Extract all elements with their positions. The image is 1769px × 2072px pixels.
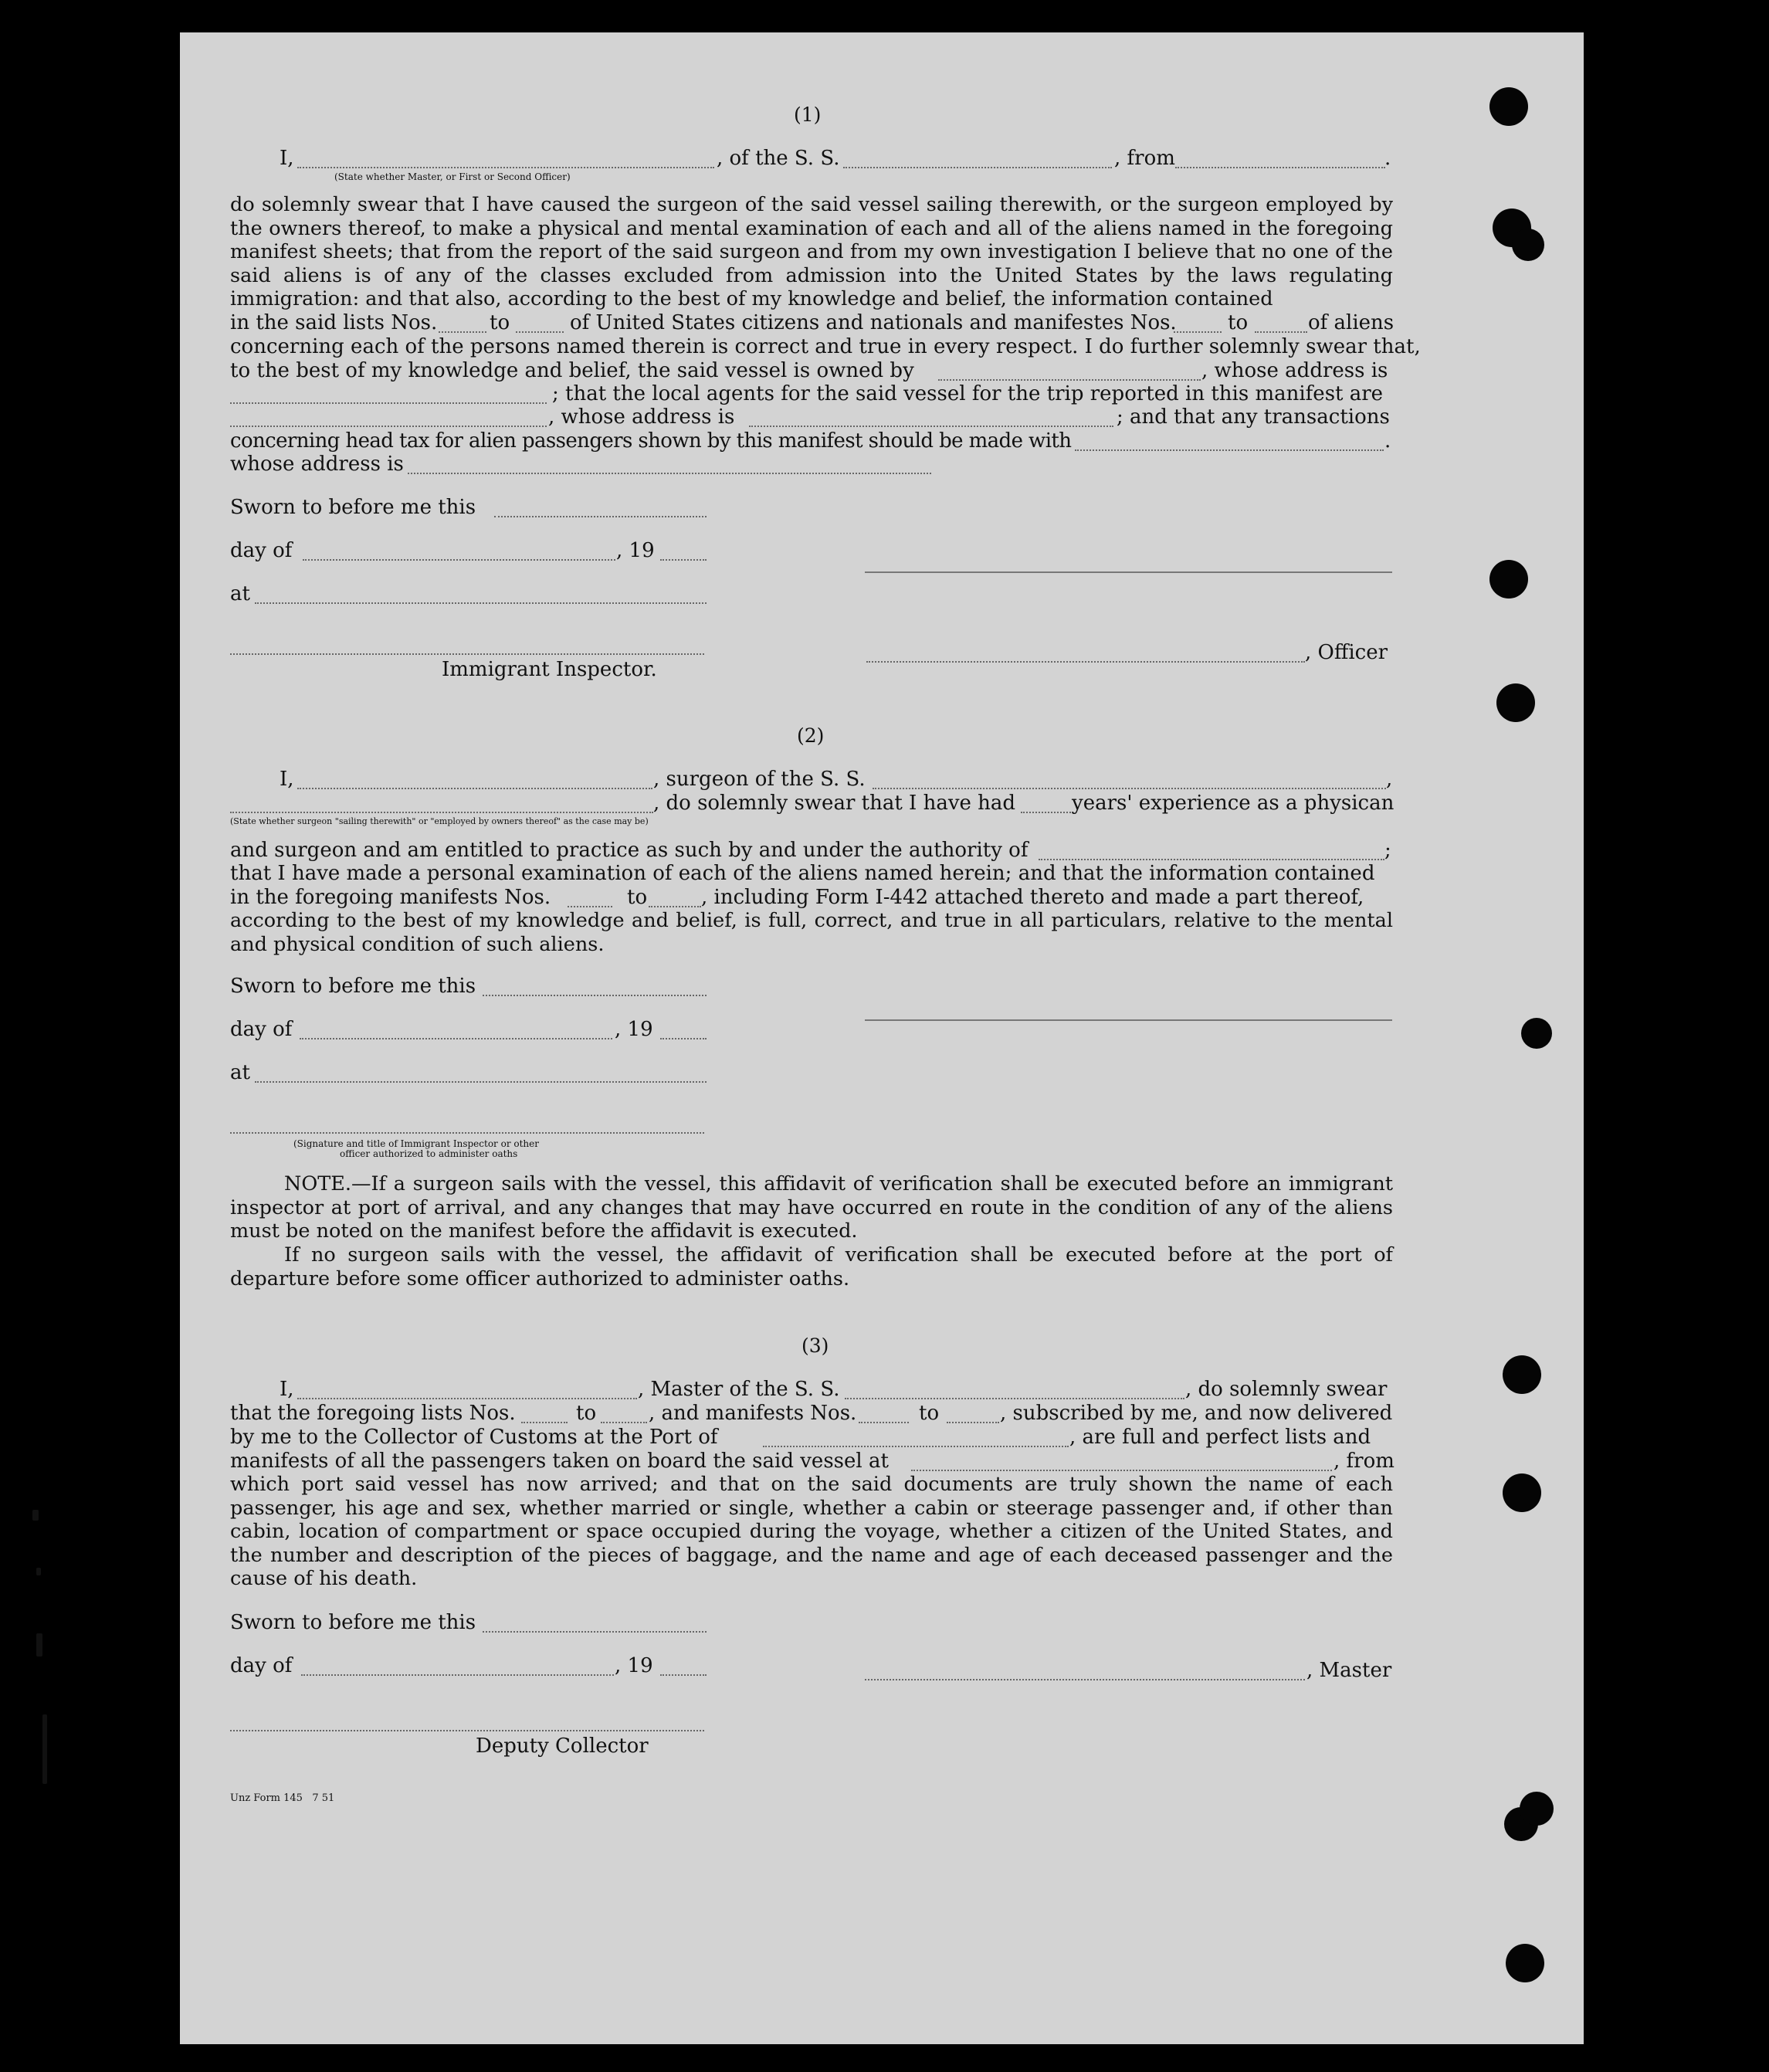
s1-agents: ; that the local agents for the said vessel for the trip reported in this manifest are	[552, 382, 1384, 405]
s2-surgeon-name-field[interactable]	[297, 788, 652, 789]
s2-sig-caption-2: officer authorized to administer oaths	[340, 1148, 518, 1159]
s1-sworn: Sworn to before me this	[230, 496, 476, 519]
s1-addr-b: ; and that any transactions	[1117, 405, 1390, 429]
s3-l3-a: by me to the Collector of Customs at the Port of	[230, 1426, 718, 1449]
s2-caption: (State whether surgeon "sailing therewith" or "employed by owners thereof" as the case may be)	[230, 816, 649, 826]
s1-headtax-end: .	[1384, 429, 1391, 453]
s2-manifests-a: in the foregoing manifests Nos.	[230, 886, 551, 909]
s2-month-field[interactable]	[300, 1038, 612, 1039]
punch-hole	[1521, 1018, 1552, 1049]
s2-manifests-c: , including Form I-442 attached thereto and made a part thereof,	[701, 886, 1364, 909]
s1-ship-name-field[interactable]	[843, 167, 1112, 168]
s3-body: which port said vessel has now arrived; and that on the said documents are truly shown the name of each passenger, his age and sex, whether married or single, whether a cabin or steerage passenger and, if other than cabin, location of compartment or space occupied during the voyage, whether a citizen of the United States, and the number and description of the pieces of baggage, and the name and age of each deceased passenger and the cause of his death.	[230, 1473, 1393, 1591]
s3-ship-name-field[interactable]	[845, 1398, 1184, 1399]
s2-authority-field[interactable]	[1039, 859, 1384, 860]
s1-at: at	[230, 582, 250, 605]
s1-manifests-to-field[interactable]	[1255, 331, 1307, 333]
punch-hole	[1503, 1473, 1541, 1512]
s1-line-end: .	[1384, 147, 1391, 170]
s3-master-signature-line[interactable]	[865, 1679, 1305, 1680]
punch-hole	[1503, 1355, 1541, 1394]
s2-exam: that I have made a personal examination of each of the aliens named herein; and that the information contained	[230, 862, 1375, 885]
s1-body-1: do solemnly swear that I have caused the surgeon of the said vessel sailing therewith, or the surgeon employed by the owners thereof, to make a physical and mental examination of each and all of the aliens named in the foregoing manifest sheets; that from the report of the said surgeon and from my own investigation I believe that no one of the said aliens is of any of the classes excluded from admission into the United States by the laws regulating immigration: and that also, according to the best of my knowledge and belief, the information contained	[230, 193, 1393, 311]
s2-note-2: If no surgeon sails with the vessel, the affidavit of verification shall be executed before at the port of departure before some officer authorized to administer oaths.	[230, 1243, 1393, 1290]
s2-sig-caption-1: (Signature and title of Immigrant Inspector or other	[293, 1138, 539, 1149]
s1-lists-d: to	[1228, 311, 1249, 334]
punch-hole	[1520, 1792, 1554, 1826]
punch-hole	[1506, 1944, 1544, 1982]
s1-sworn-day-field[interactable]	[494, 516, 707, 517]
s3-I: I,	[280, 1378, 294, 1401]
s1-lists-from-field[interactable]	[439, 331, 486, 333]
s2-inspector-line[interactable]	[230, 1132, 704, 1134]
s3-year-field[interactable]	[660, 1674, 707, 1676]
s3-master: , Master	[1306, 1659, 1392, 1682]
s2-ship-name-field[interactable]	[873, 788, 1386, 789]
s2-at-field[interactable]	[255, 1081, 707, 1083]
s3-port-field[interactable]	[763, 1446, 1069, 1447]
s3-lists-to-field[interactable]	[601, 1422, 647, 1423]
film-speck	[32, 1510, 39, 1521]
s3-swear: , do solemnly swear	[1185, 1378, 1388, 1401]
s2-line-end: ,	[1386, 768, 1393, 791]
s2-surgeon-of-ss: , surgeon of the S. S.	[653, 768, 866, 791]
s3-collector-line[interactable]	[230, 1730, 704, 1731]
s3-l2-c: , and manifests Nos.	[649, 1402, 857, 1425]
s2-nineteen: , 19	[615, 1018, 653, 1041]
s2-swear-a: , do solemnly swear that I have had	[653, 792, 1016, 815]
s1-inspector-line[interactable]	[230, 653, 704, 655]
section-1-heading: (1)	[794, 103, 822, 126]
s3-l2-e: , subscribed by me, and now delivered	[1000, 1402, 1393, 1425]
s3-sworn: Sworn to before me this	[230, 1611, 476, 1634]
s1-addr-a: , whose address is	[548, 405, 735, 429]
s1-headtax: concerning head tax for alien passengers shown by this manifest should be made with	[230, 429, 1072, 453]
s3-nineteen: , 19	[615, 1654, 653, 1677]
punch-hole	[1489, 560, 1528, 599]
s2-swear-b: years' experience as a physican	[1072, 792, 1395, 815]
s1-agents-field[interactable]	[230, 426, 547, 427]
s2-year-field[interactable]	[660, 1038, 707, 1039]
form-number: Unz Form 145 7 51	[230, 1792, 335, 1804]
s3-month-field[interactable]	[301, 1674, 614, 1676]
s1-lists-a: in the said lists Nos.	[230, 311, 438, 334]
s3-manifests-from-field[interactable]	[859, 1422, 909, 1423]
s1-body-2: concerning each of the persons named therein is correct and true in every respect. I do further solemnly swear that,	[230, 335, 1421, 358]
s1-whose: whose address is	[230, 453, 404, 476]
s1-I: I,	[280, 147, 294, 170]
s1-headtax-field[interactable]	[1075, 449, 1384, 451]
s3-l2-d: to	[919, 1402, 940, 1425]
s2-body: according to the best of my knowledge and belief, is full, correct, and true in all particulars, relative to the mental and physical condition of such aliens.	[230, 909, 1393, 956]
s3-l3-b: , are full and perfect lists and	[1069, 1426, 1371, 1449]
s1-caption: (State whether Master, or First or Second Officer)	[334, 171, 571, 182]
s2-capacity-field[interactable]	[230, 812, 653, 813]
s1-dayof: day of	[230, 539, 293, 562]
s1-month-field[interactable]	[303, 559, 615, 561]
s3-master-name-field[interactable]	[297, 1398, 637, 1399]
s3-l2-a: that the foregoing lists Nos.	[230, 1402, 516, 1425]
s2-I: I,	[280, 768, 294, 791]
s2-dayof: day of	[230, 1018, 293, 1041]
s1-owned-b: , whose address is	[1201, 359, 1388, 382]
s1-owner-field[interactable]	[938, 379, 1201, 381]
s2-signature-line[interactable]	[865, 1019, 1392, 1021]
s2-at: at	[230, 1061, 250, 1084]
s2-years-field[interactable]	[1021, 812, 1073, 813]
s2-manifests-from-field[interactable]	[568, 906, 612, 907]
s1-officer: , Officer	[1305, 641, 1388, 664]
s2-manifests-to-field[interactable]	[649, 906, 701, 907]
s3-l4-b: , from	[1334, 1450, 1395, 1473]
s3-boarding-port-field[interactable]	[911, 1470, 1332, 1471]
s1-owned-a: to the best of my knowledge and belief, the said vessel is owned by	[230, 359, 914, 382]
film-speck	[36, 1568, 41, 1575]
section-3-heading: (3)	[801, 1334, 829, 1357]
punch-hole	[1512, 229, 1544, 261]
film-speck	[36, 1633, 42, 1657]
s2-sworn: Sworn to before me this	[230, 975, 476, 998]
s2-authority: and surgeon and am entitled to practice as such by and under the authority of	[230, 839, 1029, 862]
s1-at-field[interactable]	[255, 602, 707, 604]
s2-authority-end: ;	[1384, 839, 1391, 862]
punch-hole	[1496, 683, 1535, 722]
s1-lists-to-field[interactable]	[516, 331, 564, 333]
s1-from-port-field[interactable]	[1175, 167, 1385, 168]
s3-l2-b: to	[576, 1402, 597, 1425]
s1-lists-c: of United States citizens and nationals and manifestes Nos.	[570, 311, 1177, 334]
s3-dayof: day of	[230, 1654, 293, 1677]
s2-manifests-b: to	[627, 886, 648, 909]
s1-inspector: Immigrant Inspector.	[442, 658, 657, 681]
s1-headtax-address-field[interactable]	[408, 473, 931, 474]
s1-owner-address-field[interactable]	[230, 402, 547, 404]
s1-manifests-from-field[interactable]	[1174, 331, 1222, 333]
s2-sworn-day-field[interactable]	[483, 995, 707, 996]
s1-year-field[interactable]	[660, 559, 707, 561]
s3-lists-from-field[interactable]	[521, 1422, 568, 1423]
s3-collector: Deputy Collector	[476, 1735, 649, 1758]
film-speck	[42, 1714, 47, 1784]
s1-officer-line[interactable]	[866, 661, 1305, 663]
s1-signature-line[interactable]	[865, 571, 1392, 573]
s1-officer-title-field[interactable]	[297, 167, 714, 168]
s1-from: , from	[1114, 147, 1175, 170]
s3-manifests-to-field[interactable]	[947, 1422, 999, 1423]
s1-nineteen: , 19	[616, 539, 655, 562]
s1-lists-b: to	[490, 311, 510, 334]
s1-agents-address-field[interactable]	[749, 426, 1113, 427]
section-2-heading: (2)	[797, 724, 825, 747]
s3-l4-a: manifests of all the passengers taken on board the said vessel at	[230, 1450, 889, 1473]
s1-lists-e: of aliens	[1308, 311, 1395, 334]
s3-sworn-day-field[interactable]	[483, 1631, 707, 1633]
s3-master-of-ss: , Master of the S. S.	[638, 1378, 840, 1401]
s2-note-1: NOTE.—If a surgeon sails with the vessel, this affidavit of verification shall be executed before an immigrant inspector at port of arrival, and any changes that may have occurred en route in the condition of any of the aliens must be noted on the manifest before the affidavit is executed.	[230, 1172, 1393, 1243]
s1-of-ss: , of the S. S.	[717, 147, 840, 170]
punch-hole	[1489, 87, 1528, 126]
